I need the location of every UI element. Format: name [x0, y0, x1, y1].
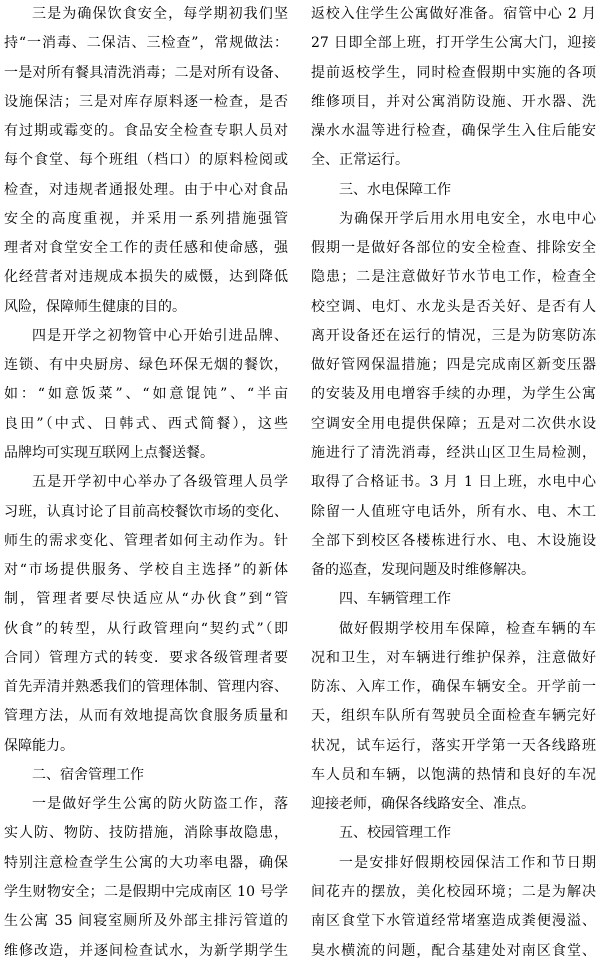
text-line: 伙食”的转型，从行政管理向“契约式”（即	[4, 620, 288, 637]
section-heading-utilities: 三、水电保障工作	[339, 181, 451, 198]
text-line: 三是为确保饮食安全，每学期初我们坚	[32, 6, 288, 22]
text-line: 五是开学初中心举办了各级管理人员学	[32, 474, 288, 491]
text-line: 合同）管理方式的转变．要求各级管理者要	[4, 649, 288, 666]
text-line: 每个食堂、每个班组（档口）的原料检阅或	[4, 152, 288, 169]
text-line: 实人防、物防、技防措施，消除事故隐患，	[4, 825, 288, 842]
section-heading-vehicles: 四、车辆管理工作	[339, 591, 451, 608]
text-line: 风险，保障师生健康的目的。	[4, 298, 186, 315]
text-line: 对“市场提供服务、学校自主选择”的新体	[4, 562, 288, 579]
text-line: 27 日即全部上班，打开学生公寓大门，迎接	[311, 35, 596, 52]
text-line: 一是安排好假期校园保洁工作和节日期	[339, 854, 596, 871]
text-line: 全、正常运行。	[311, 152, 409, 169]
paragraph-dormitory-continued	[311, 0, 596, 176]
text-line: 间花卉的摆放，美化校园环境；二是为解决	[311, 883, 596, 900]
text-line: 车人员和车辆，以饱满的热情和良好的车况	[311, 766, 596, 783]
text-line: 提前返校学生，同时检查假期中实施的各项	[311, 64, 596, 81]
section-heading-campus: 五、校园管理工作	[339, 825, 451, 842]
text-line: 化经营者对违规成本损失的威慑，达到降低	[4, 269, 288, 286]
text-line: 首先弄清并熟悉我们的管理体制、管理内容、	[4, 679, 288, 696]
text-line: 隐患；二是注意做好节水节电工作，检查全	[311, 269, 596, 286]
text-line: 取得了合格证书。3 月 1 日上班，水电中心	[311, 474, 596, 491]
text-line: 一是对所有餐具清洗消毒；二是对所有设备、	[4, 64, 288, 81]
text-line: 持“一消毒、二保洁、三检查”，常规做法：	[4, 35, 288, 52]
text-line: 备的巡查，发现问题及时维修解决。	[311, 562, 535, 579]
text-line: 除留一人值班守电话外，所有水、电、木工	[311, 503, 596, 520]
text-line: 良田”（中式、日韩式、西式简餐），这些	[4, 415, 288, 432]
paragraph-management-training-point-5	[4, 468, 288, 761]
text-line: 施进行了清洗消毒，经洪山区卫生局检测，	[311, 444, 596, 461]
paragraph-food-safety-point-3	[4, 0, 288, 322]
text-line: 特别注意检查学生公寓的大功率电器，确保	[4, 854, 288, 871]
text-line: 校空调、电灯、水龙头是否关好、是否有人	[311, 298, 596, 315]
text-line: 为确保开学后用水用电安全，水电中心	[339, 210, 596, 227]
left-column	[4, 0, 288, 966]
text-line: 返校入住学生公寓做好准备。宿管中心 2 月	[311, 6, 596, 22]
text-line: 迎接老师，确保各线路安全、准点。	[311, 796, 535, 813]
text-line: 臭水横流的问题，配合基建处对南区食堂、	[311, 942, 596, 959]
text-line: 安全的高度重视，并采用一系列措施强管	[4, 210, 288, 227]
text-line: 有过期或霉变的。食品安全检查专职人员对	[4, 123, 288, 140]
text-line: 如：“如意饭菜”、“如意馄饨”、“半亩	[4, 386, 288, 403]
text-line: 维修项目，并对公寓消防设施、开水器、洗	[311, 93, 596, 110]
right-column	[311, 0, 596, 966]
text-line: 做好假期学校用车保障，检查车辆的车	[339, 620, 596, 637]
paragraph-food-brands-point-4	[4, 322, 288, 468]
text-line: 习班，认真讨论了目前高校餐饮市场的变化、	[4, 503, 288, 520]
text-line: 防冻、入库工作，确保车辆安全。开学前一	[311, 679, 596, 696]
text-line: 保障能力。	[4, 737, 74, 754]
text-line: 况和卫生，对车辆进行维护保养，注意做好	[311, 649, 596, 666]
text-line: 离开设备还在运行的情况，三是为防寒防冻	[311, 327, 596, 344]
text-line: 检查，对违规者通报处理。由于中心对食品	[4, 181, 288, 198]
paragraph-dormitory	[4, 790, 288, 966]
text-line: 学生财物安全；二是假期中完成南区 10 号学	[4, 883, 288, 900]
text-line: 管理方法，从而有效地提高饮食服务质量和	[4, 708, 288, 725]
paragraph-utilities	[311, 205, 596, 585]
text-line: 澡水水温等进行检查，确保学生入住后能安	[311, 123, 596, 140]
text-line: 的安装及用电增容手续的办理，为学生公寓	[311, 386, 596, 403]
text-line: 南区食堂下水管道经常堵塞造成粪便漫溢、	[311, 913, 596, 930]
text-line: 师生的需求变化、管理者如何主动作为。针	[4, 532, 288, 549]
text-line: 品牌均可实现互联网上点餐送餐。	[4, 444, 214, 461]
paragraph-campus	[311, 849, 596, 966]
text-line: 维修改造，并逐间检查试水，为新学期学生	[4, 942, 288, 959]
paragraph-vehicles	[311, 615, 596, 820]
text-line: 设施保洁；三是对库存原料逐一检查，是否	[4, 93, 288, 110]
text-line: 连锁、有中央厨房、绿色环保无烟的餐饮，	[4, 357, 288, 374]
text-line: 一是做好学生公寓的防火防盗工作，落	[32, 796, 288, 813]
section-heading-dormitory: 二、宿舍管理工作	[32, 766, 144, 783]
text-line: 假期一是做好各部位的安全检查、排除安全	[311, 240, 596, 257]
text-line: 四是开学之初物管中心开始引进品牌、	[32, 327, 288, 344]
text-line: 全部下到校区各楼栋进行水、电、木设施设	[311, 532, 596, 549]
text-line: 做好管网保温措施；四是完成南区新变压器	[311, 357, 596, 374]
text-line: 理者对食堂安全工作的责任感和使命感，强	[4, 240, 288, 257]
text-line: 天，组织车队所有驾驶员全面检查车辆完好	[311, 708, 596, 725]
text-line: 制，管理者要尽快适应从“办伙食”到“管	[4, 591, 288, 608]
text-line: 空调安全用电提供保障；五是对二次供水设	[311, 415, 596, 432]
text-line: 生公寓 35 间寝室厕所及外部主排污管道的	[4, 913, 288, 930]
text-line: 状况，试车运行，落实开学第一天各线路班	[311, 737, 596, 754]
